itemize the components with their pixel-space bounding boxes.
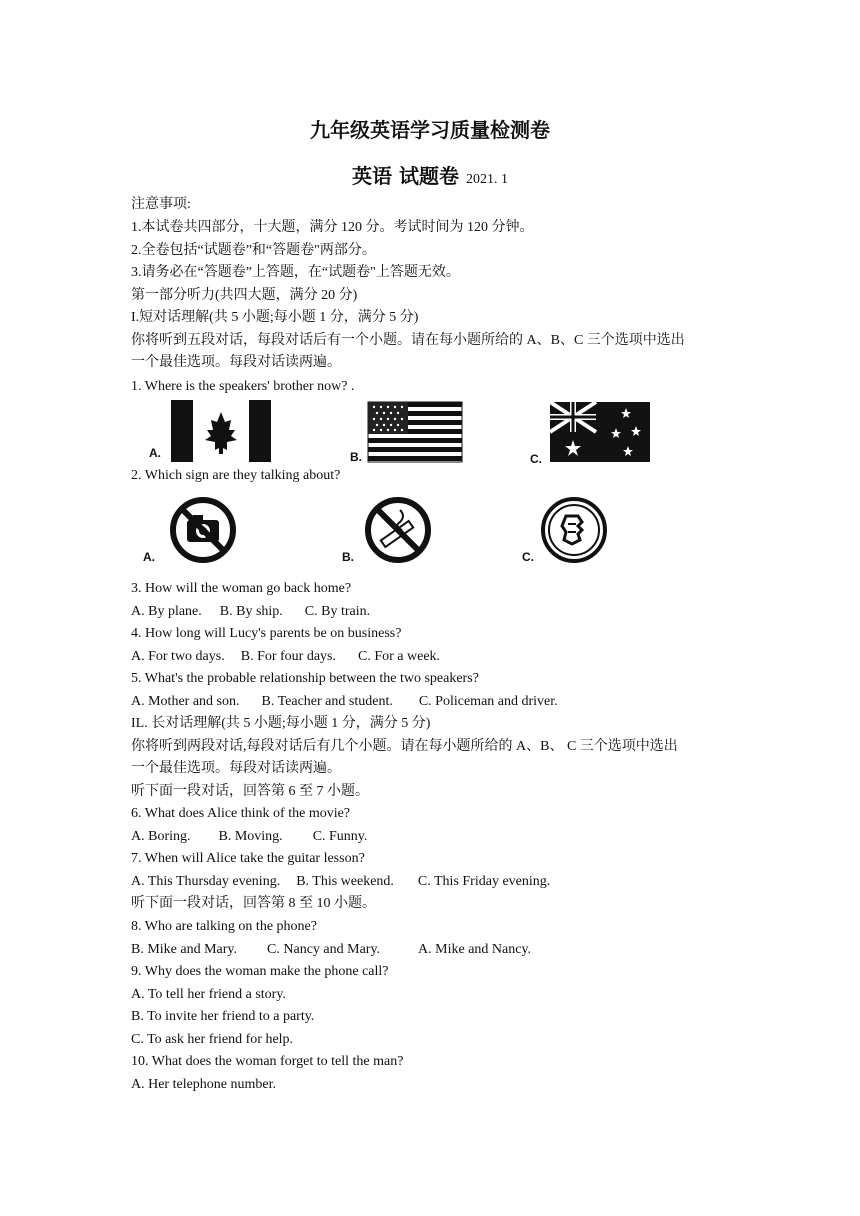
q1-option-a-label: A. xyxy=(149,446,161,460)
dialog1-intro: 听下面一段对话，回答第 6 至 7 小题。 xyxy=(131,784,369,799)
q2-option-c-label: C. xyxy=(522,550,534,564)
q4-options xyxy=(131,648,440,666)
question-10: 10. What does the woman forget to tell the man? xyxy=(131,1054,404,1069)
section2-instructions-2: 一个最佳选项。每段对话读两遍。 xyxy=(131,761,341,776)
question-3: 3. How will the woman go back home? xyxy=(131,581,352,596)
q7-option-a: A. This Thursday evening. xyxy=(131,874,281,889)
no-smoking-sign-image xyxy=(340,496,440,568)
section1-instructions-2: 一个最佳选项。每段对话读两遍。 xyxy=(131,355,341,370)
q7-option-b: B. This weekend. xyxy=(296,874,394,889)
no-camera-sign-image xyxy=(131,496,241,568)
q6-option-a: A. Boring. xyxy=(131,829,191,844)
exam-title: 九年级英语学习质量检测卷 xyxy=(310,118,550,142)
question-9: 9. Why does the woman make the phone call? xyxy=(131,964,389,979)
question-2: 2. Which sign are they talking about? xyxy=(131,468,341,483)
notes-heading: 注意事项: xyxy=(131,197,191,212)
section1-instructions-1: 你将听到五段对话，每段对话后有一个小题。请在每小题所给的 A、B、C 三个选项中选出 xyxy=(131,333,685,348)
question-1: 1. Where is the speakers' brother now? . xyxy=(131,379,355,394)
q1-option-c-label: C. xyxy=(530,452,542,466)
q2-option-b-label: B. xyxy=(342,550,354,564)
question-7: 7. When will Alice take the guitar lesson? xyxy=(131,851,365,866)
q5-option-b: B. Teacher and student. xyxy=(261,694,393,709)
question-5: 5. What's the probable relationship between the two speakers? xyxy=(131,671,479,686)
q3-options xyxy=(131,603,370,621)
section1-heading: I.短对话理解(共 5 小题;每小题 1 分，满分 5 分) xyxy=(131,310,419,325)
canada-flag-image xyxy=(131,396,271,466)
q8-option-a: A. Mike and Nancy. xyxy=(418,942,532,957)
q6-option-b: B. Moving. xyxy=(218,829,283,844)
q3-option-c: C. By train. xyxy=(304,604,371,619)
q6-options xyxy=(131,828,367,846)
part1-heading: 第一部分听力(共四大题，满分 20 分) xyxy=(131,288,358,303)
us-flag-image xyxy=(348,398,468,468)
q8-option-c: C. Nancy and Mary. xyxy=(267,942,381,957)
question-4: 4. How long will Lucy's parents be on business? xyxy=(131,626,402,641)
q8-options xyxy=(131,941,531,959)
q3-option-b: B. By ship. xyxy=(219,604,283,619)
q3-option-a: A. By plane. xyxy=(131,604,202,619)
dialog2-intro: 听下面一段对话，回答第 8 至 10 小题。 xyxy=(131,896,376,911)
note-item-1: 1.本试卷共四部分，十大题，满分 120 分。考试时间为 120 分钟。 xyxy=(131,220,534,235)
q5-options xyxy=(131,693,558,711)
section2-heading: IL. 长对话理解(共 5 小题;每小题 1 分，满分 5 分) xyxy=(131,716,431,731)
section2-instructions-1: 你将听到两段对话,每段对话后有几个小题。请在每小题所给的 A、B、 C 三个选项中选出 xyxy=(131,739,678,754)
q1-option-b-label: B. xyxy=(350,450,362,464)
q4-option-c: C. For a week. xyxy=(358,649,441,664)
q9-option-a: A. To tell her friend a story. xyxy=(131,987,286,1002)
question-6: 6. What does Alice think of the movie? xyxy=(131,806,351,821)
q4-option-a: A. For two days. xyxy=(131,649,225,664)
subtitle-text: 英语 试题卷 xyxy=(352,164,459,188)
q8-option-b: B. Mike and Mary. xyxy=(131,942,238,957)
note-item-2: 2.全卷包括“试题卷”和“答题卷"两部分。 xyxy=(131,243,376,258)
q4-option-b: B. For four days. xyxy=(240,649,337,664)
exam-subtitle xyxy=(0,160,860,189)
hand-gesture-sign-image xyxy=(518,494,618,568)
q10-option-a: A. Her telephone number. xyxy=(131,1077,277,1092)
note-item-3: 3.请务必在“答题卷”上答题，在“试题卷"上答题无效。 xyxy=(131,265,460,280)
q2-option-a-label: A. xyxy=(143,550,155,564)
australia-flag-image xyxy=(528,398,653,468)
exam-date: 2021. 1 xyxy=(465,172,508,187)
q9-option-c: C. To ask her friend for help. xyxy=(131,1032,294,1047)
q5-option-a: A. Mother and son. xyxy=(131,694,240,709)
q5-option-c: C. Policeman and driver. xyxy=(418,694,558,709)
q6-option-c: C. Funny. xyxy=(312,829,368,844)
q7-options xyxy=(131,873,550,891)
q9-option-b: B. To invite her friend to a party. xyxy=(131,1009,315,1024)
q7-option-c: C. This Friday evening. xyxy=(417,874,551,889)
question-8: 8. Who are talking on the phone? xyxy=(131,919,317,934)
